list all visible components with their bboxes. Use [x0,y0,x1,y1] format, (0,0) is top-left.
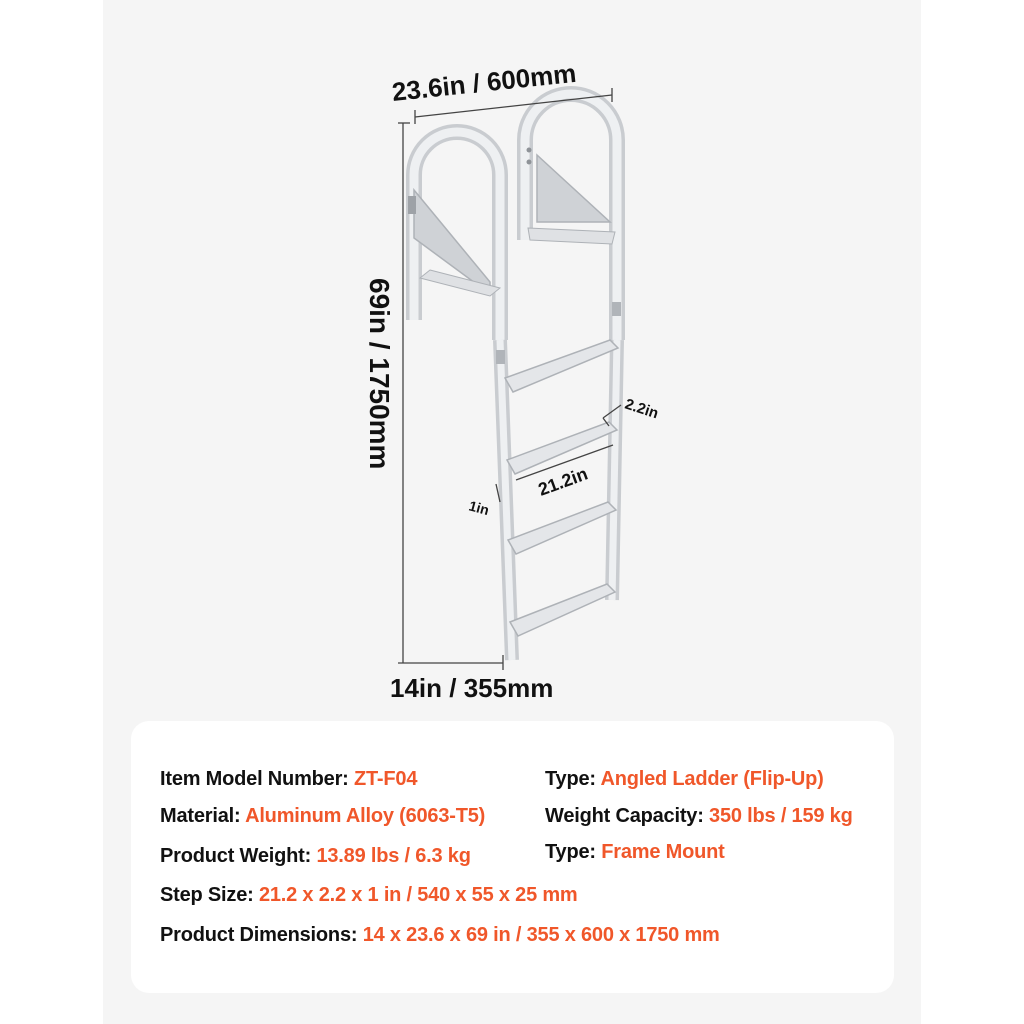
spec-model-label: Item Model Number: [160,768,349,790]
spec-type-ladder-value: Angled Ladder (Flip-Up) [600,768,824,790]
ladder-illustration [408,94,621,660]
spec-step-size-value: 21.2 x 2.2 x 1 in / 540 x 55 x 25 mm [258,884,578,906]
ladder-step [507,422,617,474]
spec-material-label: Material: [160,805,241,827]
spec-weight [160,845,471,868]
ladder-step [505,340,618,392]
spec-type-mount-value: Frame Mount [601,841,725,863]
spec-dimensions-value: 14 x 23.6 x 69 in / 355 x 600 x 1750 mm [362,924,720,946]
spec-dimensions [160,924,720,947]
step-depth-label: 2.2in [622,395,661,423]
spec-dimensions-label: Product Dimensions: [160,924,358,946]
spec-capacity-value: 350 lbs / 159 kg [709,805,853,827]
spec-weight-label: Product Weight: [160,845,312,867]
spec-step-size [160,884,578,907]
spec-type-ladder-label: Type: [545,768,596,790]
right-mount-bracket [537,155,610,222]
spec-material-value: Aluminum Alloy (6063-T5) [245,805,486,827]
spec-type-ladder [545,768,824,791]
step-thickness-label: 1in [467,497,491,519]
spec-capacity [545,805,853,828]
height-dimension-label: 69in / 1750mm [364,278,395,470]
spec-step-size-label: Step Size: [160,884,254,906]
depth-dimension-label: 14in / 355mm [390,673,554,703]
spec-type-mount-label: Type: [545,841,596,863]
width-dimension-label: 23.6in / 600mm [390,57,578,107]
spec-model-value: ZT-F04 [354,768,418,790]
spec-model [160,768,417,791]
spec-type-mount [545,841,725,864]
spec-weight-value: 13.89 lbs / 6.3 kg [316,845,471,867]
ladder-step [508,502,616,554]
spec-capacity-label: Weight Capacity: [545,805,704,827]
spec-material [160,805,485,828]
step-width-label: 21.2in [535,463,591,500]
ladder-step [510,584,615,636]
